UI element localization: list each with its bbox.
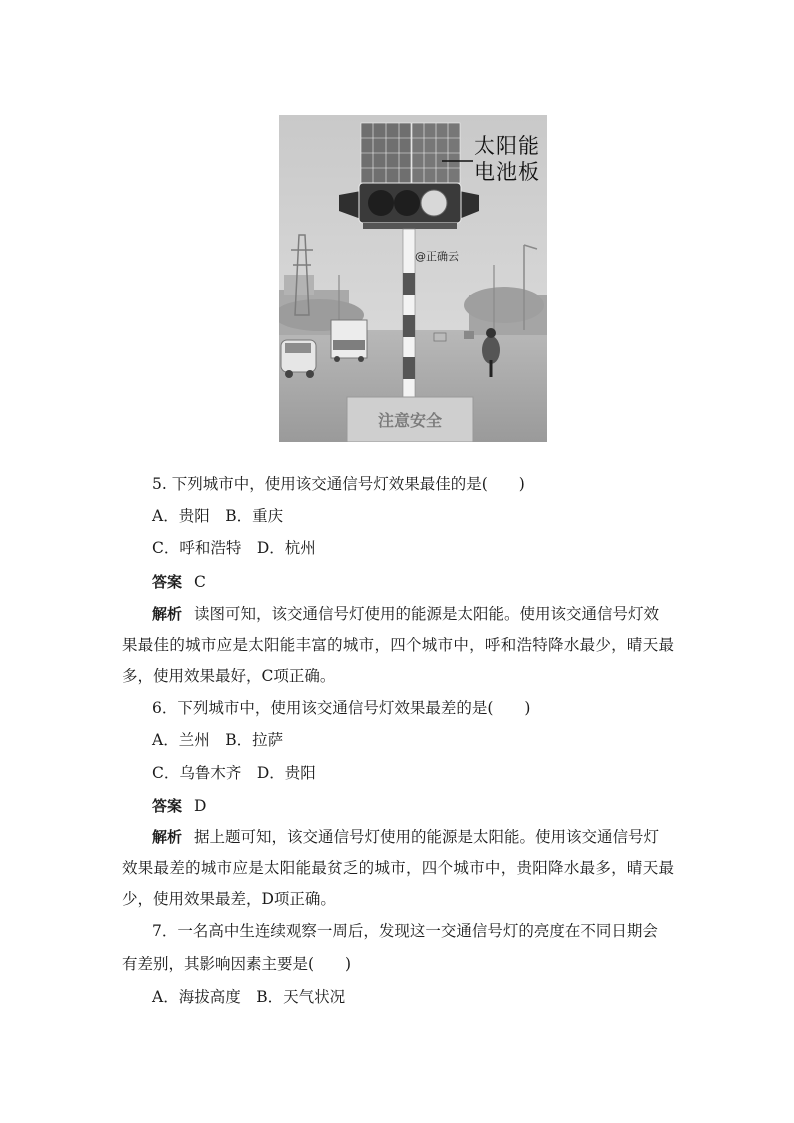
question-5-stem: 5. 下列城市中，使用该交通信号灯效果最佳的是( ) bbox=[152, 475, 525, 493]
analysis-label: 解析 bbox=[152, 605, 183, 623]
question-5-analysis-line-1 bbox=[152, 603, 659, 625]
answer-label: 答案 bbox=[152, 797, 183, 815]
question-6-options-row-2: C．乌鲁木齐 D．贵阳 bbox=[152, 764, 316, 782]
question-5-options-row-2: C．呼和浩特 D．杭州 bbox=[152, 539, 316, 557]
answer-value: D bbox=[194, 797, 207, 815]
question-7-stem-line-2: 有差别，其影响因素主要是( ) bbox=[122, 955, 352, 973]
watermark: @正确云 bbox=[415, 250, 459, 263]
question-5-analysis-line-3: 多，使用效果最好，C项正确。 bbox=[122, 667, 336, 685]
question-6-stem: 6．下列城市中，使用该交通信号灯效果最差的是( ) bbox=[152, 699, 531, 717]
analysis-text: 据上题可知，该交通信号灯使用的能源是太阳能。使用该交通信号灯 bbox=[194, 828, 660, 846]
question-6-analysis-line-1 bbox=[152, 826, 659, 848]
question-5-analysis-line-2: 果最佳的城市应是太阳能丰富的城市，四个城市中，呼和浩特降水最少，晴天最 bbox=[122, 636, 674, 654]
question-6-options-row-1: A．兰州 B．拉萨 bbox=[152, 731, 284, 749]
answer-label: 答案 bbox=[152, 573, 183, 591]
callout-line-2: 电池板 bbox=[474, 160, 540, 184]
question-5-answer bbox=[152, 571, 206, 593]
answer-value: C bbox=[194, 573, 206, 591]
question-7-options-row-1: A．海拔高度 B．天气状况 bbox=[152, 988, 346, 1006]
analysis-text: 读图可知，该交通信号灯使用的能源是太阳能。使用该交通信号灯效 bbox=[194, 605, 660, 623]
question-6-analysis-line-2: 效果最差的城市应是太阳能最贫乏的城市，四个城市中，贵阳降水最多，晴天最 bbox=[122, 859, 674, 877]
analysis-label: 解析 bbox=[152, 828, 183, 846]
question-6-analysis-line-3: 少，使用效果最差，D项正确。 bbox=[122, 890, 336, 908]
question-7-stem-line-1: 7．一名高中生连续观察一周后，发现这一交通信号灯的亮度在不同日期会 bbox=[152, 922, 658, 940]
sign-text: 注意安全 bbox=[377, 411, 443, 430]
question-5-options-row-1: A．贵阳 B．重庆 bbox=[152, 507, 284, 525]
question-6-answer bbox=[152, 795, 206, 817]
callout-line-1: 太阳能 bbox=[474, 134, 540, 158]
